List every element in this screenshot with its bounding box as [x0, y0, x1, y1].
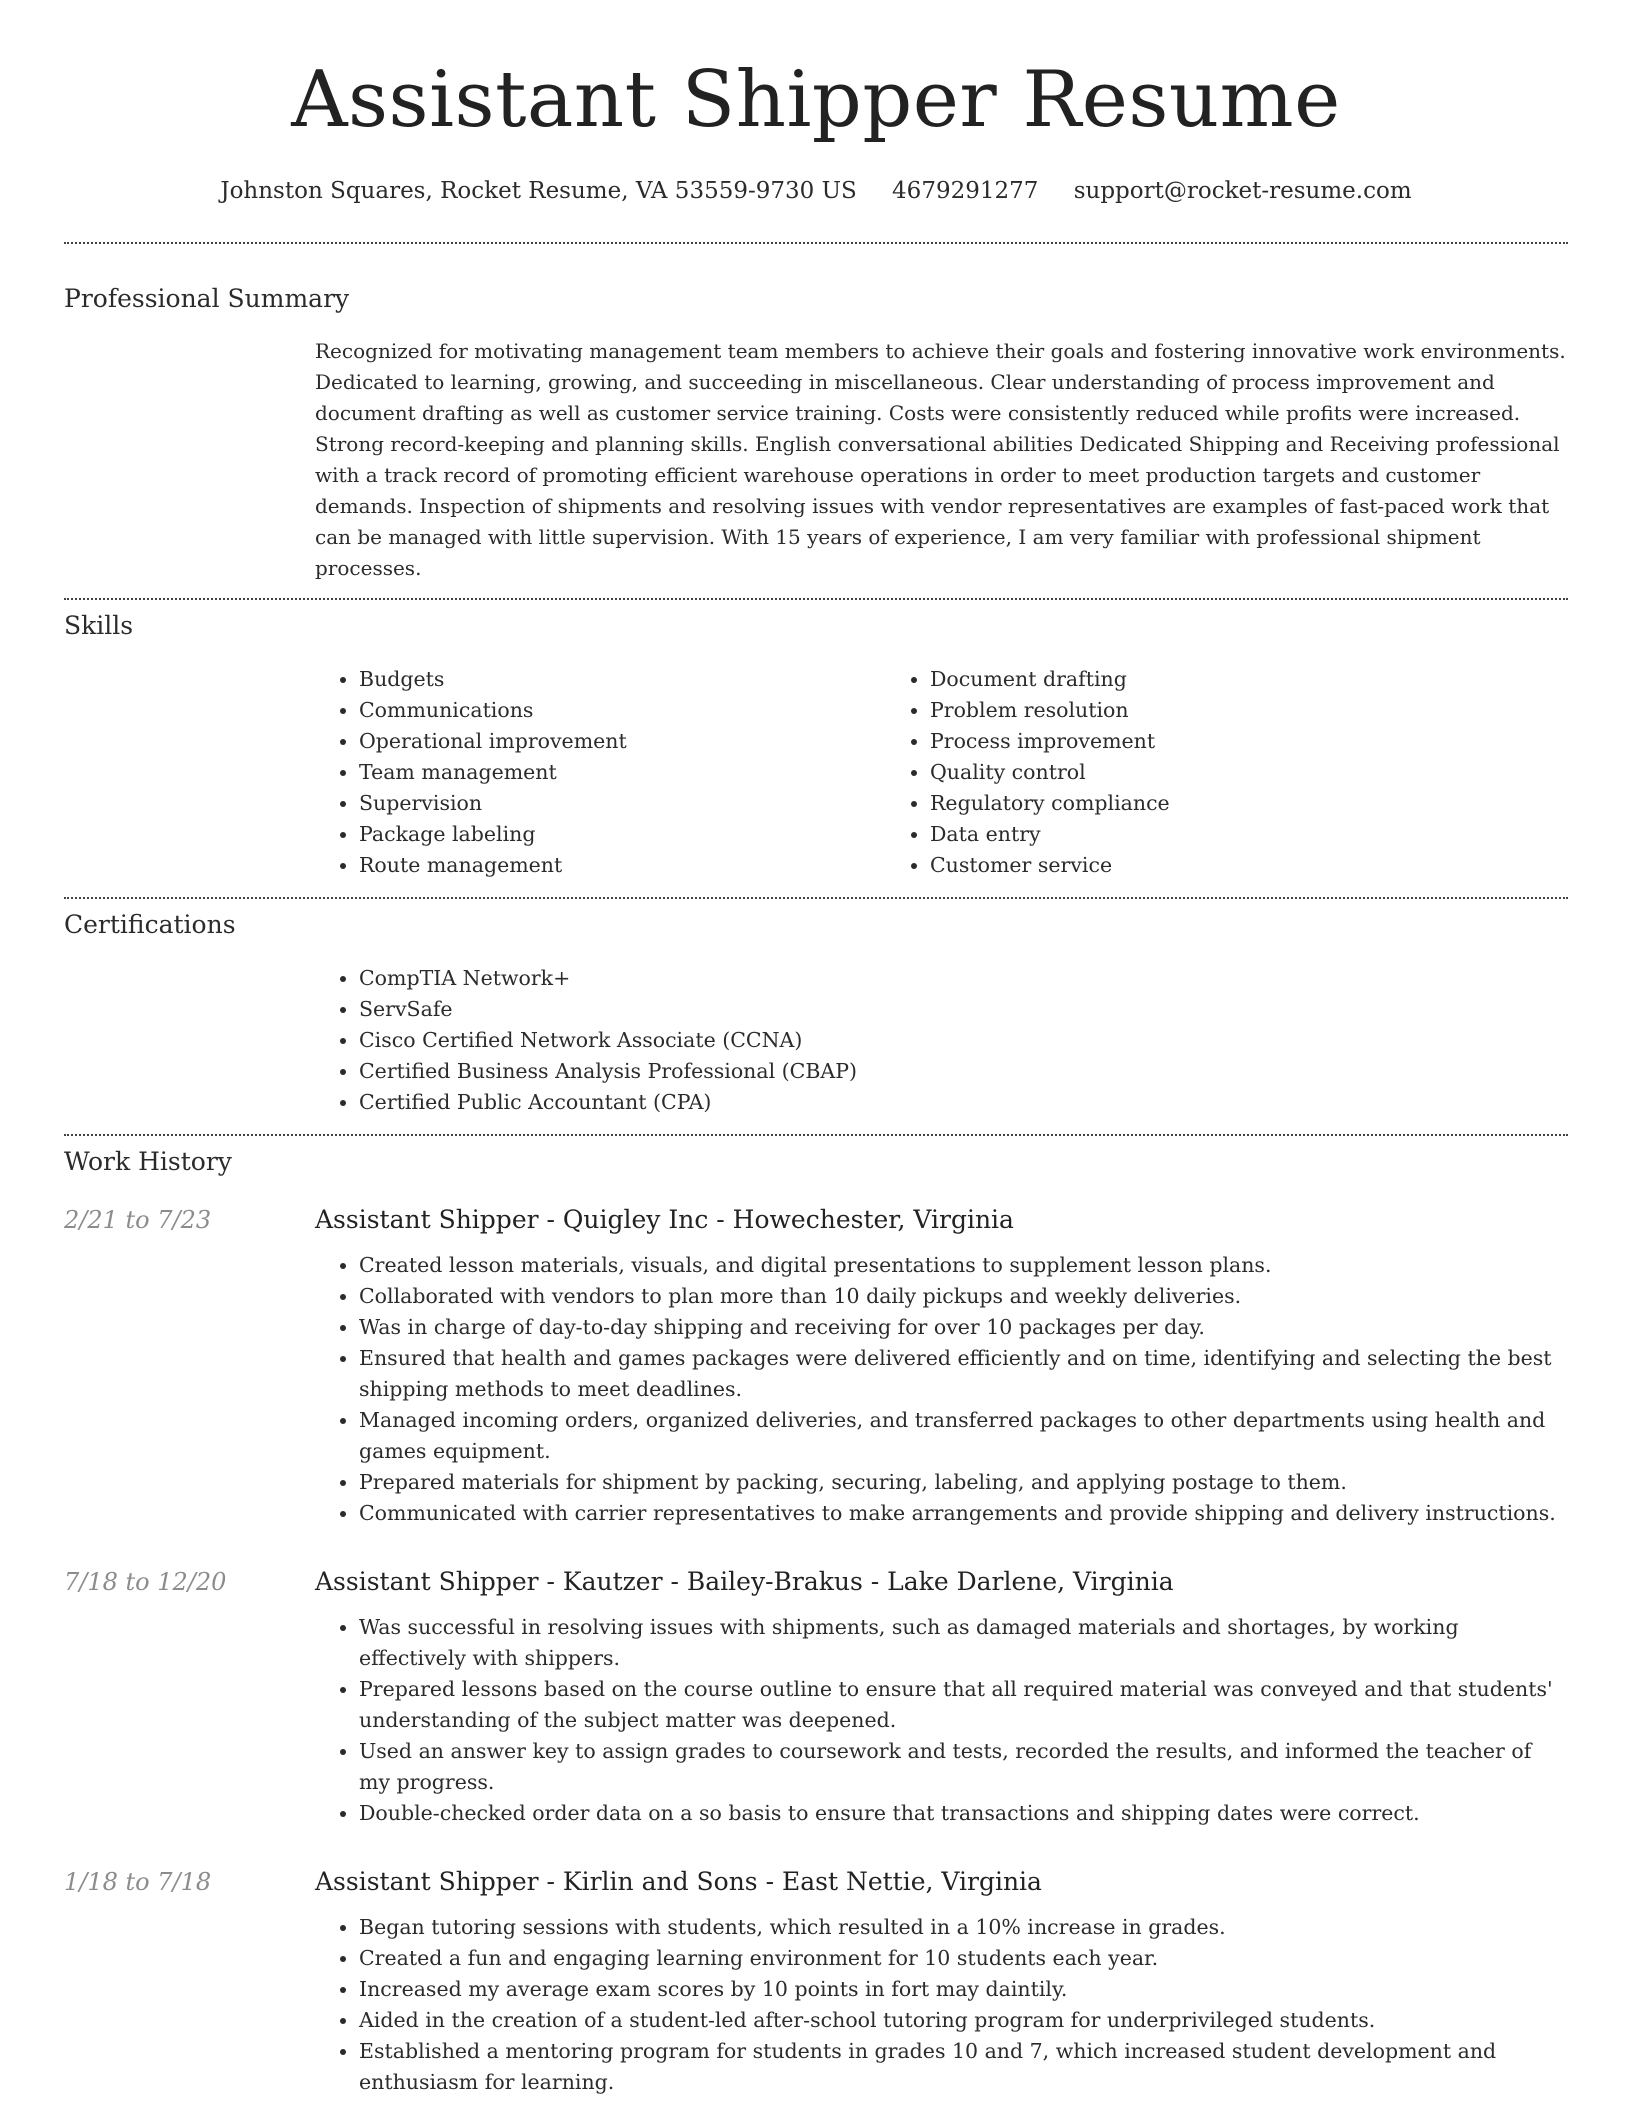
list-item: • Supervision	[359, 788, 886, 819]
list-item: • Problem resolution	[930, 695, 1457, 726]
list-item: • Managed incoming orders, organized deliveries, and transferred packages to other departments using health and games equipment.	[359, 1405, 1568, 1467]
list-item: • ServSafe	[359, 994, 1568, 1025]
list-item: • Package labeling	[359, 819, 886, 850]
job-title: Assistant Shipper - Quigley Inc - Howechester, Virginia	[315, 1205, 1014, 1234]
list-item: • Quality control	[930, 757, 1457, 788]
list-item: • Collaborated with vendors to plan more than 10 daily pickups and weekly deliveries.	[359, 1281, 1568, 1312]
list-item: • Began tutoring sessions with students, which resulted in a 10% increase in grades.	[359, 1912, 1568, 1943]
list-item: • Prepared lessons based on the course outline to ensure that all required material was conveyed and that students' understanding of the subject matter was deepened.	[359, 1674, 1568, 1736]
list-item: • Was successful in resolving issues with shipments, such as damaged materials and shortages, by working effectively with shippers.	[359, 1612, 1568, 1674]
section-heading-skills: Skills	[64, 611, 134, 640]
list-item: • Aided in the creation of a student-led after-school tutoring program for underprivileged students.	[359, 2005, 1568, 2036]
list-item: • Communicated with carrier representatives to make arrangements and provide shipping and delivery instructions.	[359, 1498, 1568, 1529]
job-dates: 1/18 to 7/18	[64, 1868, 212, 1896]
skills-section	[64, 600, 1568, 897]
resume-page	[64, 0, 1568, 2098]
list-item: • Used an answer key to assign grades to coursework and tests, recorded the results, and informed the teacher of my progress.	[359, 1736, 1568, 1798]
certifications-section	[64, 899, 1568, 1134]
job-bullets	[315, 1250, 1568, 1529]
list-item: • Route management	[359, 850, 886, 881]
skills-list-right	[886, 664, 1457, 881]
contact-address: Johnston Squares, Rocket Resume, VA 53559-9730 US	[220, 178, 857, 204]
list-item: • Ensured that health and games packages were delivered efficiently and on time, identifying and selecting the best shipping methods to meet deadlines.	[359, 1343, 1568, 1405]
contact-line	[64, 176, 1568, 206]
list-item: • Established a mentoring program for students in grades 10 and 7, which increased student development and enthusiasm for learning.	[359, 2036, 1568, 2098]
list-item: • Certified Public Accountant (CPA)	[359, 1087, 1568, 1118]
job-dates: 2/21 to 7/23	[64, 1206, 212, 1234]
list-item: • Regulatory compliance	[930, 788, 1457, 819]
summary-text: Recognized for motivating management team members to achieve their goals and fostering innovative work environments. Dedicated to learning, growing, and succeeding in miscellaneous. Clear understanding of process improvement and document drafting as well as customer service training. Costs were consistently reduced while profits were increased. Strong record-keeping and planning skills. English conversational abilities Dedicated Shipping and Receiving professional with a track record of promoting efficient warehouse operations in order to meet production targets and customer demands. Inspection of shipments and resolving issues with vendor representatives are examples of fast-paced work that can be managed with little supervision. With 15 years of experience, I am very familiar with professional shipment processes.	[315, 339, 1566, 580]
list-item: • Operational improvement	[359, 726, 886, 757]
contact-email: support@rocket-resume.com	[1073, 178, 1412, 204]
certifications-list	[315, 963, 1568, 1118]
list-item: • CompTIA Network+	[359, 963, 1568, 994]
job-entry	[64, 1866, 1568, 2098]
list-item: • Prepared materials for shipment by packing, securing, labeling, and applying postage to them.	[359, 1467, 1568, 1498]
job-title: Assistant Shipper - Kirlin and Sons - East Nettie, Virginia	[315, 1867, 1042, 1896]
resume-title: Assistant Shipper Resume	[291, 55, 1341, 145]
job-dates: 7/18 to 12/20	[64, 1568, 227, 1596]
list-item: • Team management	[359, 757, 886, 788]
list-item: • Process improvement	[930, 726, 1457, 757]
section-heading-summary: Professional Summary	[64, 284, 350, 313]
summary-section	[64, 244, 1568, 598]
skills-list-left	[315, 664, 886, 881]
job-title: Assistant Shipper - Kautzer - Bailey-Brakus - Lake Darlene, Virginia	[315, 1567, 1174, 1596]
list-item: • Document drafting	[930, 664, 1457, 695]
jobs-list	[64, 1204, 1568, 2098]
section-heading-work: Work History	[64, 1147, 232, 1176]
list-item: • Was in charge of day-to-day shipping and receiving for over 10 packages per day.	[359, 1312, 1568, 1343]
list-item: • Budgets	[359, 664, 886, 695]
list-item: • Communications	[359, 695, 886, 726]
list-item: • Customer service	[930, 850, 1457, 881]
list-item: • Data entry	[930, 819, 1457, 850]
work-history-section	[64, 1136, 1568, 2098]
list-item: • Cisco Certified Network Associate (CCNA)	[359, 1025, 1568, 1056]
section-heading-certifications: Certifications	[64, 910, 236, 939]
list-item: • Double-checked order data on a so basis to ensure that transactions and shipping dates were correct.	[359, 1798, 1568, 1829]
contact-phone: 4679291277	[892, 178, 1039, 204]
list-item: • Certified Business Analysis Professional (CBAP)	[359, 1056, 1568, 1087]
list-item: • Created lesson materials, visuals, and digital presentations to supplement lesson plans.	[359, 1250, 1568, 1281]
job-entry	[64, 1204, 1568, 1529]
job-bullets	[315, 1912, 1568, 2098]
job-bullets	[315, 1612, 1568, 1829]
list-item: • Created a fun and engaging learning environment for 10 students each year.	[359, 1943, 1568, 1974]
job-entry	[64, 1566, 1568, 1829]
list-item: • Increased my average exam scores by 10 points in fort may daintily.	[359, 1974, 1568, 2005]
